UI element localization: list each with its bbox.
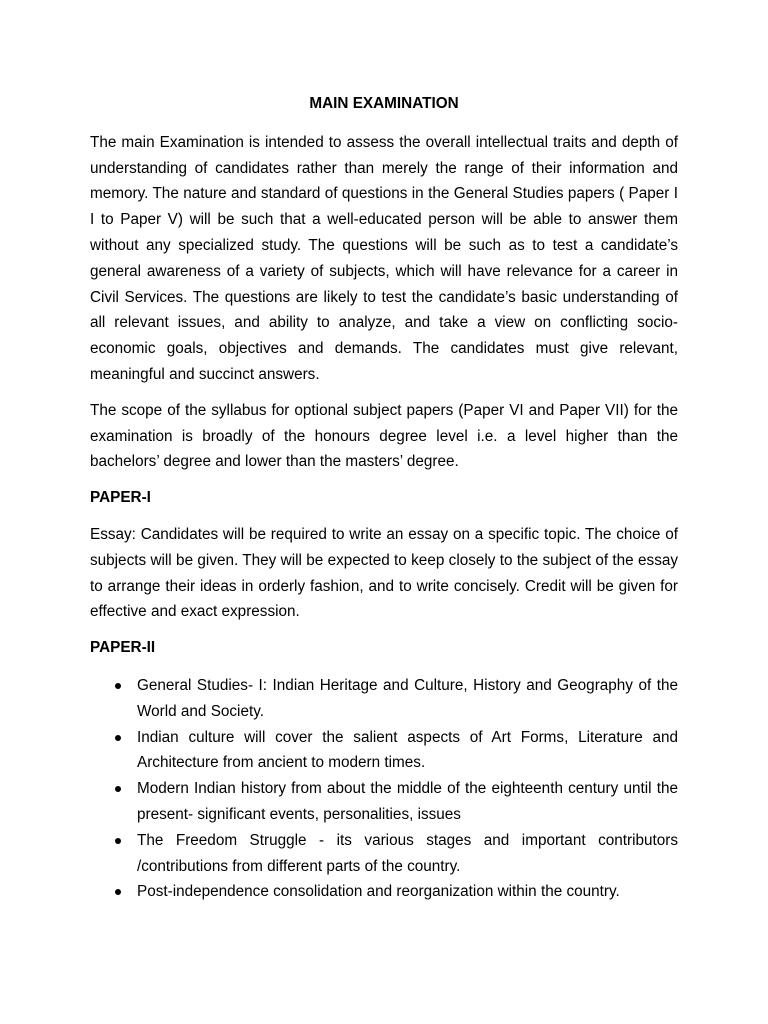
list-item	[90, 776, 678, 828]
bullet-icon	[115, 889, 121, 895]
list-item-text: Post-independence consolidation and reorganization within the country.	[137, 883, 620, 901]
paper-2-heading: PAPER-II	[90, 639, 156, 657]
document-body	[90, 91, 678, 905]
bullet-icon	[115, 683, 121, 689]
bullet-icon	[115, 735, 121, 741]
scope-paragraph: The scope of the syllabus for optional subject papers (Paper VI and Paper VII) for the examination is broadly of the honours degree level i.e. a level higher than the bachelors’ degree and lower than the masters’ degree.	[90, 401, 678, 471]
paper-2-list	[90, 673, 678, 905]
list-item-text: The Freedom Struggle - its various stages and important contributors /contributions from different parts of the country.	[137, 831, 678, 875]
list-item-text: General Studies- I: Indian Heritage and Culture, History and Geography of the World and Society.	[137, 676, 678, 720]
page-title: MAIN EXAMINATION	[309, 95, 459, 112]
list-item	[90, 828, 678, 880]
paper-1-heading: PAPER-I	[90, 489, 151, 507]
list-item-text: Indian culture will cover the salient aspects of Art Forms, Literature and Architecture from ancient to modern times.	[137, 728, 678, 772]
paper-1-essay-text: Essay: Candidates will be required to write an essay on a specific topic. The choice of subjects will be given. They will be expected to keep closely to the subject of the essay to arrange their ideas in orderly fashion, and to write concisely. Credit will be given for effective and exact expression.	[90, 525, 678, 621]
list-item	[90, 673, 678, 725]
bullet-icon	[115, 838, 121, 844]
bullet-icon	[115, 786, 121, 792]
intro-paragraph: The main Examination is intended to assess the overall intellectual traits and depth of understanding of candidates rather than merely the range of their information and memory. The nature and standard of questions in the General Studies papers ( Paper I I to Paper V) will be such that a well-educated person will be able to answer them without any specialized study. The questions will be such as to test a candidate’s general awareness of a variety of subjects, which will have relevance for a career in Civil Services. The questions are likely to test the candidate’s basic understanding of all relevant issues, and ability to analyze, and take a view on conflicting socio- economic goals, objectives and demands. The candidates must give relevant, meaningful and succinct answers.	[90, 133, 678, 383]
list-item-text: Modern Indian history from about the middle of the eighteenth century until the present- significant events, personalities, issues	[137, 780, 678, 823]
list-item	[90, 725, 678, 777]
list-item	[90, 879, 678, 905]
